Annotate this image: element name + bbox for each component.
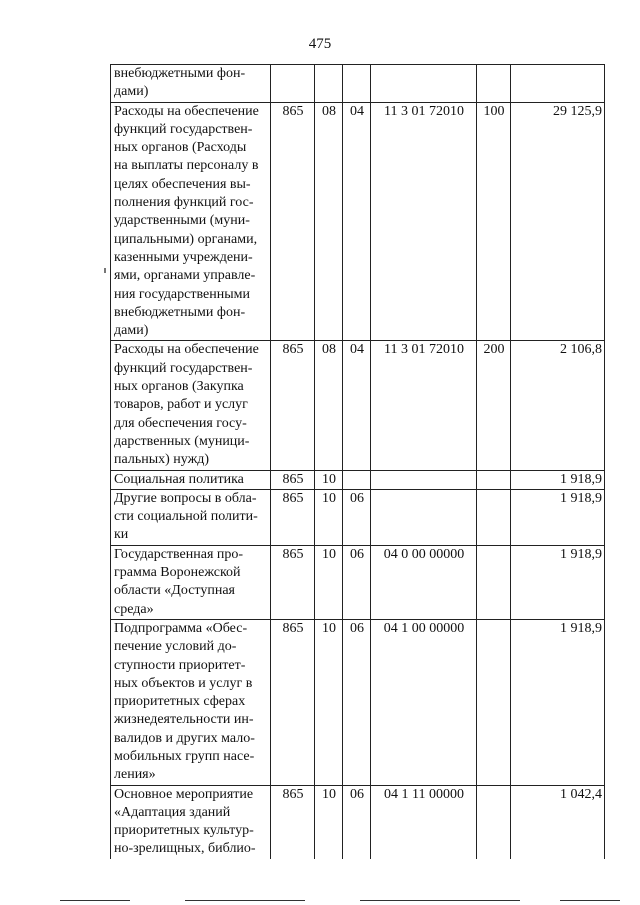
row-ministry-code-cell: 865 — [271, 489, 315, 545]
row-target-code-cell — [371, 470, 477, 489]
row-section-code-cell: 10 — [315, 545, 343, 619]
row-target-code-cell — [371, 489, 477, 545]
row-section-code-cell: 10 — [315, 785, 343, 859]
row-expense-type-cell — [477, 65, 511, 103]
row-ministry-code-cell — [271, 65, 315, 103]
row-ministry-code-cell: 865 — [271, 102, 315, 341]
row-target-code-cell: 11 3 01 72010 — [371, 341, 477, 470]
row-ministry-code-cell: 865 — [271, 785, 315, 859]
row-ministry-code-cell: 865 — [271, 545, 315, 619]
row-amount-cell: 1 918,9 — [511, 619, 605, 785]
row-expense-type-cell — [477, 619, 511, 785]
bottom-dash — [560, 900, 620, 901]
row-target-code-cell: 04 0 00 00000 — [371, 545, 477, 619]
margin-mark — [104, 268, 106, 273]
table-row — [111, 619, 605, 785]
row-subsection-code-cell — [343, 65, 371, 103]
row-subsection-code-cell — [343, 470, 371, 489]
row-amount-cell: 1 918,9 — [511, 545, 605, 619]
row-name-cell: Расходы на обеспечение функций государствен- ных органов (Закупка товаров, работ и услуг для обеспечения госу- дарственных (муници- пальных) нужд) — [111, 341, 271, 470]
table-row — [111, 470, 605, 489]
row-target-code-cell: 04 1 11 00000 — [371, 785, 477, 859]
row-target-code-cell: 04 1 00 00000 — [371, 619, 477, 785]
table-row — [111, 545, 605, 619]
row-expense-type-cell — [477, 489, 511, 545]
row-subsection-code-cell: 04 — [343, 102, 371, 341]
row-subsection-code-cell: 06 — [343, 785, 371, 859]
table-row — [111, 341, 605, 470]
row-amount-cell: 2 106,8 — [511, 341, 605, 470]
row-expense-type-cell — [477, 545, 511, 619]
row-expense-type-cell: 200 — [477, 341, 511, 470]
row-subsection-code-cell: 06 — [343, 619, 371, 785]
row-amount-cell: 1 042,4 — [511, 785, 605, 859]
row-subsection-code-cell: 06 — [343, 489, 371, 545]
row-section-code-cell: 10 — [315, 470, 343, 489]
bottom-dash — [185, 900, 305, 901]
row-section-code-cell: 08 — [315, 102, 343, 341]
row-name-cell: Государственная про- грамма Воронежской области «Доступная среда» — [111, 545, 271, 619]
budget-table — [110, 64, 605, 859]
row-subsection-code-cell: 04 — [343, 341, 371, 470]
row-section-code-cell: 10 — [315, 619, 343, 785]
row-expense-type-cell: 100 — [477, 102, 511, 341]
row-name-cell: Основное мероприятие «Адаптация зданий приоритетных культур- но-зрелищных, библио- — [111, 785, 271, 859]
row-ministry-code-cell: 865 — [271, 341, 315, 470]
bottom-dash — [360, 900, 520, 901]
row-amount-cell: 1 918,9 — [511, 470, 605, 489]
row-expense-type-cell — [477, 470, 511, 489]
table-row — [111, 785, 605, 859]
table-row — [111, 489, 605, 545]
row-ministry-code-cell: 865 — [271, 619, 315, 785]
row-name-cell: Подпрограмма «Обес- печение условий до- ступности приоритет- ных объектов и услуг в приоритетных сферах жизнедеятельности ин- валидов и других мало- мобильных групп насе- ления» — [111, 619, 271, 785]
row-section-code-cell: 10 — [315, 489, 343, 545]
row-name-cell: Расходы на обеспечение функций государствен- ных органов (Расходы на выплаты персоналу в целях обеспечения вы- полнения функций гос- ударственными (муни- ципальными) органами, казенными учреждени- ями, органами управле- ния государственными внебюджетными фон- дами) — [111, 102, 271, 341]
row-expense-type-cell — [477, 785, 511, 859]
row-section-code-cell: 08 — [315, 341, 343, 470]
row-amount-cell — [511, 65, 605, 103]
row-target-code-cell: 11 3 01 72010 — [371, 102, 477, 341]
row-section-code-cell — [315, 65, 343, 103]
row-target-code-cell — [371, 65, 477, 103]
row-amount-cell: 29 125,9 — [511, 102, 605, 341]
row-subsection-code-cell: 06 — [343, 545, 371, 619]
table-row — [111, 65, 605, 103]
row-name-cell: внебюджетными фон- дами) — [111, 65, 271, 103]
row-ministry-code-cell: 865 — [271, 470, 315, 489]
row-amount-cell: 1 918,9 — [511, 489, 605, 545]
row-name-cell: Другие вопросы в обла- сти социальной полити- ки — [111, 489, 271, 545]
table-row — [111, 102, 605, 341]
page-number: 475 — [308, 36, 332, 52]
bottom-dash — [60, 900, 130, 901]
row-name-cell: Социальная политика — [111, 470, 271, 489]
